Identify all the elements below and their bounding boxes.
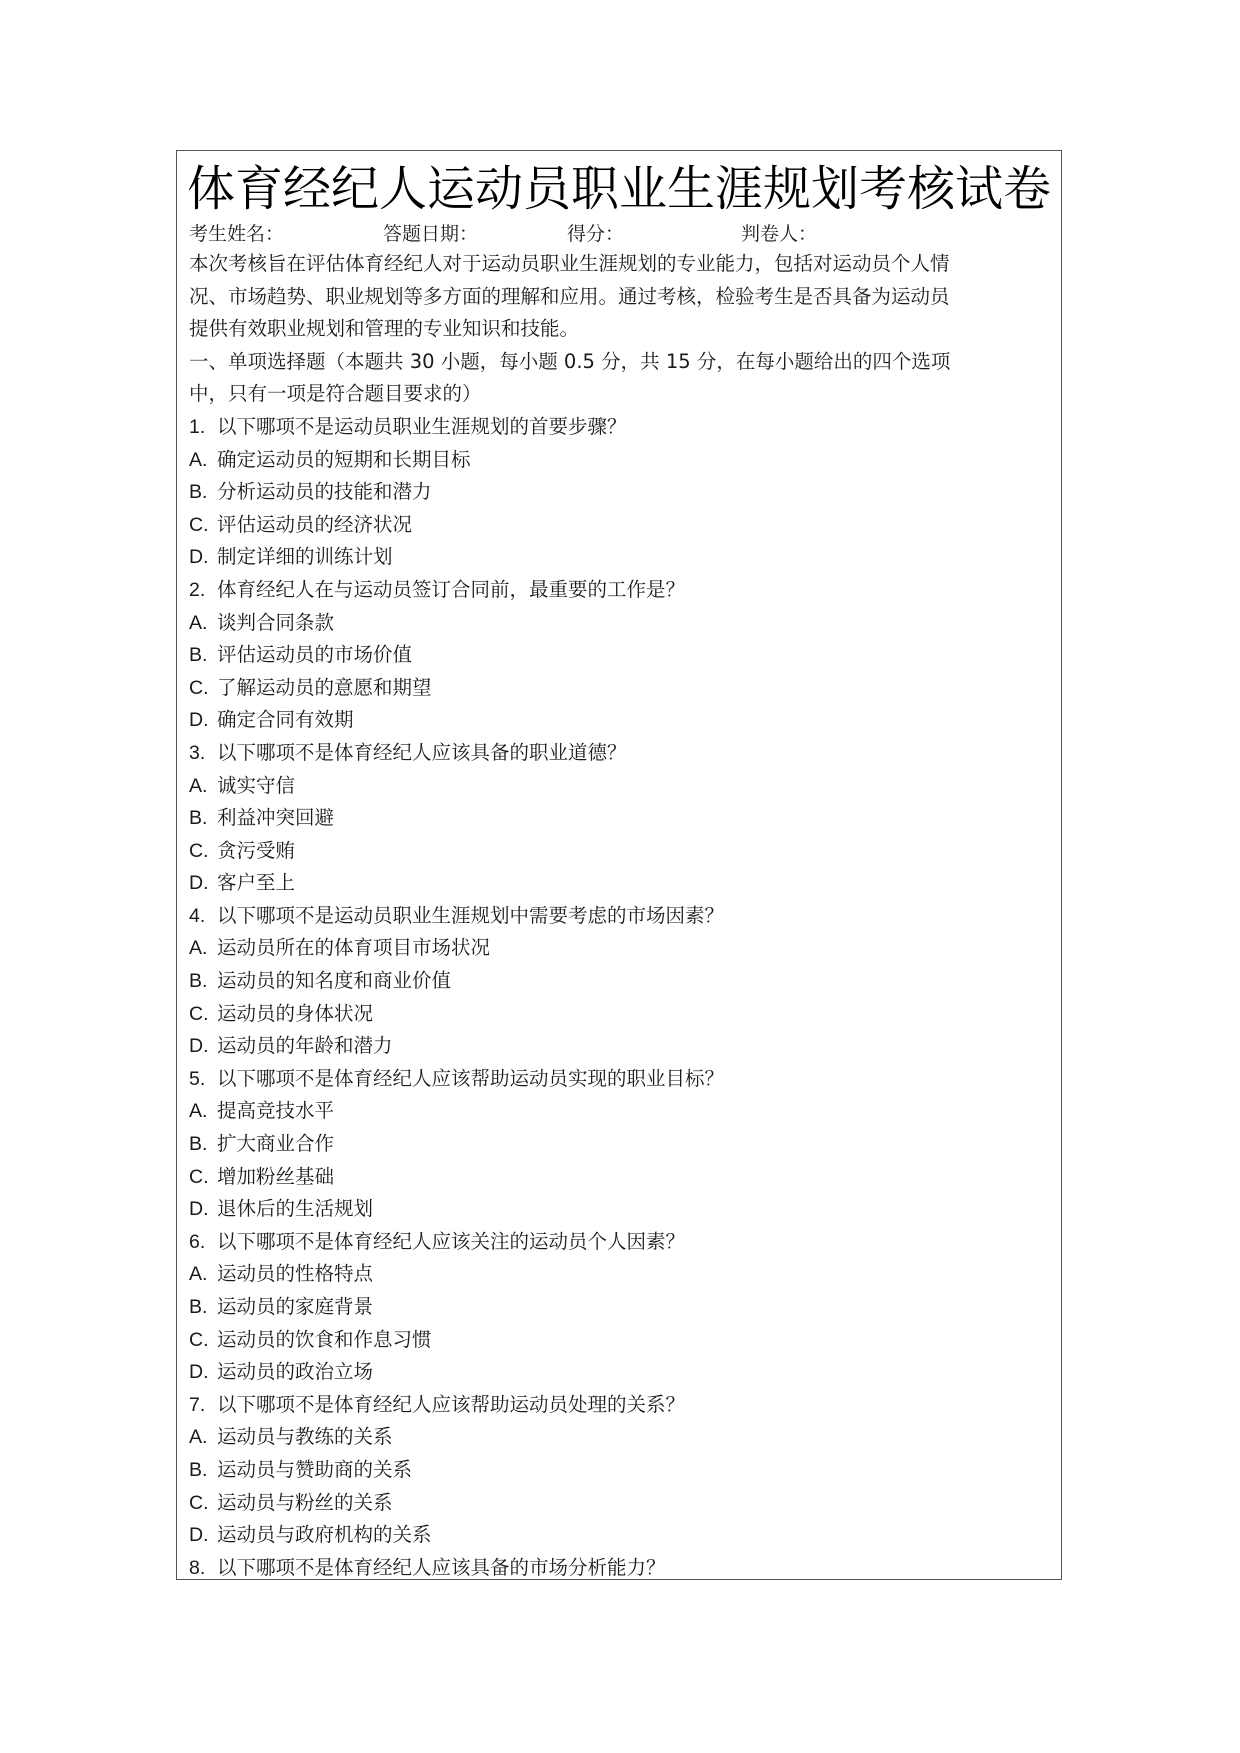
question-1 xyxy=(189,411,1051,444)
question-text: 体育经纪人在与运动员签订合同前，最重要的工作是？ xyxy=(217,577,686,601)
option-text: 了解运动员的意愿和期望 xyxy=(217,675,432,699)
option-key: A. xyxy=(189,937,208,960)
option-6b xyxy=(189,1291,1051,1324)
option-7a xyxy=(189,1421,1051,1454)
option-1c xyxy=(189,509,1051,542)
question-4 xyxy=(189,900,1051,933)
answer-date-label: 答题日期： xyxy=(383,223,479,245)
exam-title: 体育经纪人运动员职业生涯规划考核试卷 xyxy=(186,161,1051,217)
option-key: B. xyxy=(189,1133,208,1156)
option-key: D. xyxy=(189,1524,209,1547)
option-text: 运动员的年龄和潜力 xyxy=(217,1034,393,1058)
option-5d xyxy=(189,1193,1051,1226)
option-4b xyxy=(189,965,1051,998)
option-key: B. xyxy=(189,1458,208,1481)
option-text: 运动员的性格特点 xyxy=(217,1262,374,1286)
option-text: 谈判合同条款 xyxy=(217,610,335,634)
intro-line: 本次考核旨在评估体育经纪人对于运动员职业生涯规划的专业能力，包括对运动员个人情 xyxy=(189,252,950,275)
option-text: 确定合同有效期 xyxy=(217,708,354,732)
question-number: 2. xyxy=(189,578,206,601)
question-number: 8. xyxy=(189,1556,206,1579)
option-5c xyxy=(189,1161,1051,1194)
option-text: 确定运动员的短期和长期目标 xyxy=(217,447,471,471)
option-text: 运动员与政府机构的关系 xyxy=(217,1523,432,1547)
option-key: C. xyxy=(189,513,209,536)
intro-line: 况、市场趋势、职业规划等多方面的理解和应用。通过考核，检验考生是否具备为运动员 xyxy=(189,284,950,308)
question-text: 以下哪项不是体育经纪人应该帮助运动员处理的关系？ xyxy=(217,1392,686,1416)
option-text: 增加粉丝基础 xyxy=(217,1164,335,1188)
question-8 xyxy=(189,1552,1051,1585)
option-key: B. xyxy=(189,807,208,830)
question-7 xyxy=(189,1389,1051,1422)
option-key: A. xyxy=(189,611,208,634)
option-text: 运动员的家庭背景 xyxy=(217,1295,374,1318)
option-6c xyxy=(189,1324,1051,1357)
option-text: 评估运动员的经济状况 xyxy=(217,512,413,536)
option-text: 运动员与教练的关系 xyxy=(217,1425,393,1449)
option-3d xyxy=(189,867,1051,900)
option-text: 客户至上 xyxy=(217,871,296,895)
option-text: 运动员的知名度和商业价值 xyxy=(217,969,452,993)
option-key: A. xyxy=(189,1426,208,1449)
option-2d xyxy=(189,704,1051,737)
option-text: 扩大商业合作 xyxy=(217,1132,335,1156)
option-4d xyxy=(189,1030,1051,1063)
question-2 xyxy=(189,574,1051,607)
option-key: A. xyxy=(189,774,208,797)
option-key: C. xyxy=(189,1328,209,1351)
question-number: 6. xyxy=(189,1230,206,1253)
exam-content xyxy=(189,248,1051,1584)
option-text: 退休后的生活规划 xyxy=(217,1197,374,1221)
option-3c xyxy=(189,835,1051,868)
question-text: 以下哪项不是体育经纪人应该具备的市场分析能力？ xyxy=(217,1555,666,1579)
option-3a xyxy=(189,770,1051,803)
question-text: 以下哪项不是体育经纪人应该帮助运动员实现的职业目标？ xyxy=(217,1066,725,1090)
option-1b xyxy=(189,476,1051,509)
option-text: 运动员与粉丝的关系 xyxy=(217,1490,393,1514)
option-key: D. xyxy=(189,872,209,895)
option-key: B. xyxy=(189,970,208,993)
question-text: 以下哪项不是体育经纪人应该关注的运动员个人因素？ xyxy=(217,1229,686,1253)
option-key: C. xyxy=(189,1491,209,1514)
option-2a xyxy=(189,607,1051,640)
option-4c xyxy=(189,998,1051,1031)
option-6d xyxy=(189,1356,1051,1389)
option-5b xyxy=(189,1128,1051,1161)
option-key: B. xyxy=(189,1296,208,1318)
option-key: C. xyxy=(189,1165,209,1188)
option-key: D. xyxy=(189,709,209,732)
question-text: 以下哪项不是运动员职业生涯规划的首要步骤？ xyxy=(217,414,627,438)
question-number: 3. xyxy=(189,741,206,764)
question-number: 5. xyxy=(189,1067,206,1090)
option-text: 制定详细的训练计划 xyxy=(217,545,393,569)
option-7d xyxy=(189,1519,1051,1552)
grader-label: 判卷人： xyxy=(741,223,818,245)
question-3 xyxy=(189,737,1051,770)
option-key: D. xyxy=(189,1198,209,1221)
option-key: D. xyxy=(189,1361,209,1384)
option-1d xyxy=(189,541,1051,574)
option-key: A. xyxy=(189,448,208,471)
option-7b xyxy=(189,1454,1051,1487)
option-7c xyxy=(189,1487,1051,1520)
option-key: B. xyxy=(189,481,208,504)
intro-line: 提供有效职业规划和管理的专业知识和技能。 xyxy=(189,317,580,341)
option-text: 贪污受贿 xyxy=(217,838,296,862)
exam-paper-frame xyxy=(176,150,1062,1580)
option-4a xyxy=(189,932,1051,965)
section-heading-line: 一、单项选择题（本题共 30 小题，每小题 0.5 分，共 15 分，在每小题给出的四个选项 xyxy=(189,349,951,373)
option-key: C. xyxy=(189,839,209,862)
question-6 xyxy=(189,1226,1051,1259)
option-2c xyxy=(189,672,1051,705)
option-text: 评估运动员的市场价值 xyxy=(217,643,413,667)
question-5 xyxy=(189,1063,1051,1096)
option-5a xyxy=(189,1095,1051,1128)
option-key: C. xyxy=(189,1002,209,1025)
option-key: D. xyxy=(189,1035,209,1058)
option-key: D. xyxy=(189,546,209,569)
option-text: 运动员的饮食和作息习惯 xyxy=(217,1327,432,1351)
option-key: C. xyxy=(189,676,209,699)
option-3b xyxy=(189,802,1051,835)
option-6a xyxy=(189,1258,1051,1291)
score-label: 得分： xyxy=(567,223,625,245)
option-key: B. xyxy=(189,644,208,667)
question-number: 7. xyxy=(189,1393,206,1416)
option-1a xyxy=(189,444,1051,477)
option-text: 提高竞技水平 xyxy=(217,1099,335,1123)
question-number: 1. xyxy=(189,415,206,438)
section-heading-line: 中，只有一项是符合题目要求的） xyxy=(189,382,482,406)
option-text: 利益冲突回避 xyxy=(217,806,335,830)
option-text: 诚实守信 xyxy=(217,773,296,797)
question-text: 以下哪项不是体育经纪人应该具备的职业道德？ xyxy=(217,740,627,764)
question-number: 4. xyxy=(189,904,206,927)
option-text: 运动员的政治立场 xyxy=(217,1360,374,1384)
option-text: 运动员所在的体育项目市场状况 xyxy=(217,936,491,960)
option-text: 运动员与赞助商的关系 xyxy=(217,1457,413,1481)
option-text: 运动员的身体状况 xyxy=(217,1001,374,1025)
question-text: 以下哪项不是运动员职业生涯规划中需要考虑的市场因素？ xyxy=(217,903,725,927)
option-key: A. xyxy=(189,1263,208,1286)
option-2b xyxy=(189,639,1051,672)
candidate-name-label: 考生姓名： xyxy=(189,223,285,245)
option-key: A. xyxy=(189,1100,208,1123)
option-text: 分析运动员的技能和潜力 xyxy=(217,480,432,504)
